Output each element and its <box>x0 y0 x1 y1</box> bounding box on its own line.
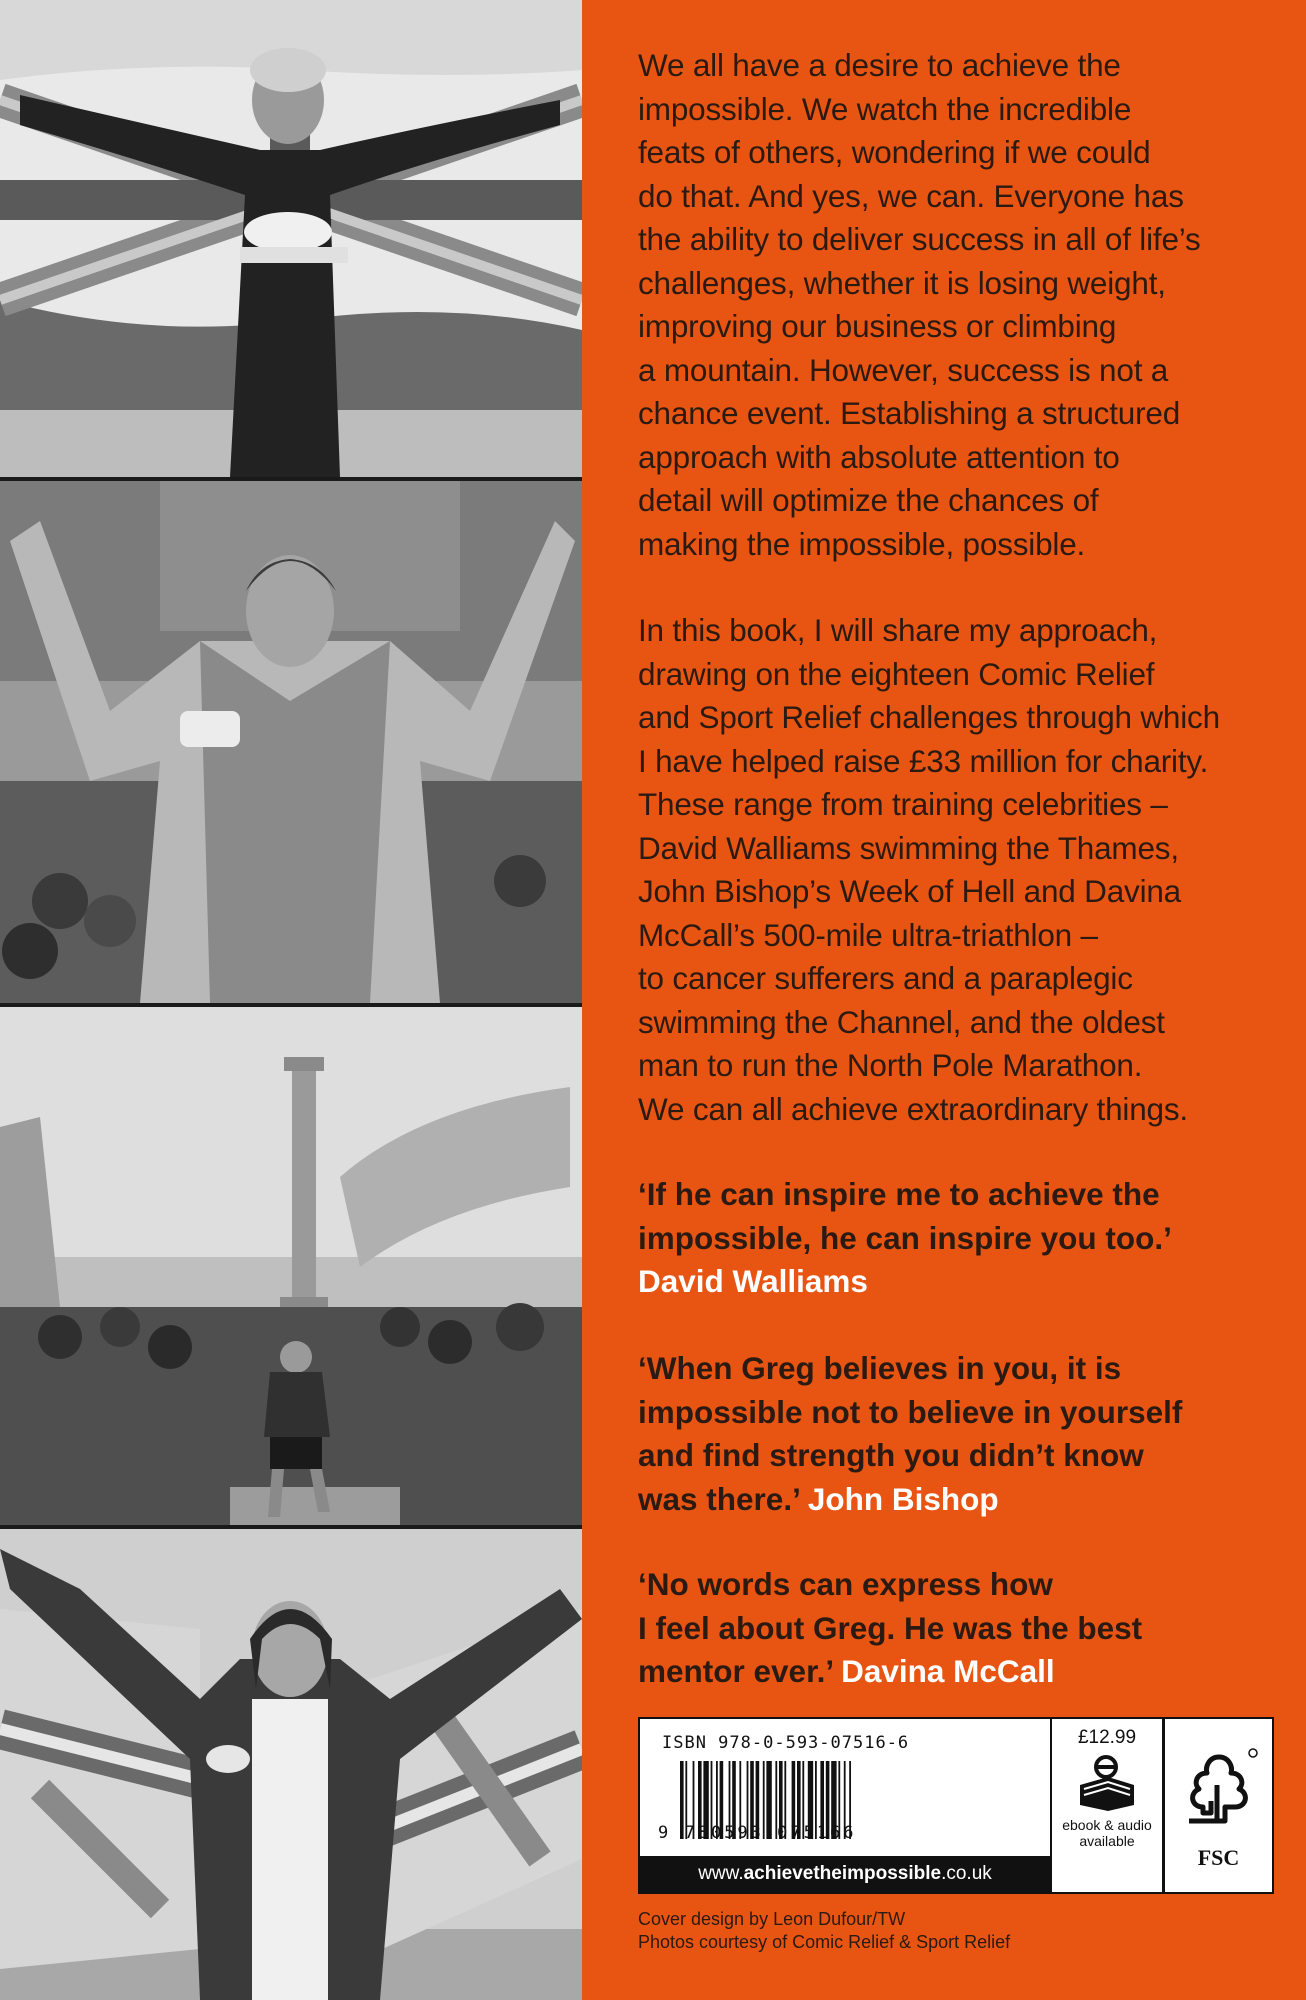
quote-john-bishop <box>638 1347 1278 1521</box>
fsc-tree-icon <box>1179 1745 1259 1845</box>
url-domain: achievetheimpossible <box>743 1863 942 1884</box>
blurb-paragraph-2: In this book, I will share my approach, drawing on the eighteen Comic Relief and Sport Relief challenges through which I have helped raise £33 million for charity. These range from training celebrities – David Walliams swimming the Thames, John Bishop’s Week of Hell and Davina McCall’s 500-mile ultra-triathlon – to cancer sufferers and a paraplegic swimming the Channel, and the oldest man to run the North Pole Marathon. We can all achieve extraordinary things. <box>638 612 1220 1127</box>
ebook-audio-label: ebook & audio available <box>1062 1817 1152 1849</box>
photo-woman-with-flag <box>0 1529 582 2000</box>
url-prefix: www. <box>698 1863 744 1884</box>
quote-text: ‘If he can inspire me to achieve the impossible, he can inspire you too.’ <box>638 1176 1172 1256</box>
quote-author: Davina McCall <box>841 1653 1055 1689</box>
ebook-audio-icon <box>1076 1755 1138 1813</box>
back-cover-panel <box>582 0 1306 2000</box>
isbn-number: ISBN 978-0-593-07516-6 <box>662 1733 910 1753</box>
price: £12.99 <box>1077 1727 1137 1748</box>
ean-digits: 9 780593 075166 <box>658 1823 857 1843</box>
quote-davina-mccall <box>638 1563 1278 1694</box>
photo-strip <box>0 0 582 2000</box>
blurb-paragraph-1: We all have a desire to achieve the impossible. We watch the incredible feats of others, wondering if we could do that. And yes, we can. Everyone has the ability to deliver success in all of life’s challenges, whether it is losing weight, improving our business or climbing a mountain. However, success is not a chance event. Establishing a structured approach with absolute attention to detail will optimize the chances of making the impossible, possible. <box>638 47 1201 562</box>
quote-author: John Bishop <box>807 1480 999 1517</box>
quote-text: ‘No words can express how I feel about Greg. He was the best mentor ever.’ <box>638 1566 1143 1689</box>
quote-author: David Walliams <box>638 1263 868 1299</box>
blurb <box>638 44 1278 1131</box>
photo-swimmer-with-flag <box>0 0 582 477</box>
url-suffix: .co.uk <box>941 1863 992 1884</box>
photo-runner-trafalgar-square <box>0 1007 582 1525</box>
photo-man-in-jacket-arms-raised <box>0 481 582 1003</box>
price-box <box>1052 1717 1164 1894</box>
quote-david-walliams <box>638 1173 1278 1304</box>
fsc-logo <box>1164 1717 1274 1894</box>
isbn-barcode <box>638 1717 1052 1894</box>
quote-text: ‘When Greg believes in you, it is impossible not to believe in yourself and find strength you didn’t know was there.’ <box>638 1350 1183 1517</box>
cover-credits: Cover design by Leon Dufour/TW Photos courtesy of Comic Relief & Sport Relief <box>638 1909 1011 1952</box>
fsc-label: FSC <box>1197 1845 1240 1870</box>
website-url[interactable] <box>640 1856 1052 1892</box>
